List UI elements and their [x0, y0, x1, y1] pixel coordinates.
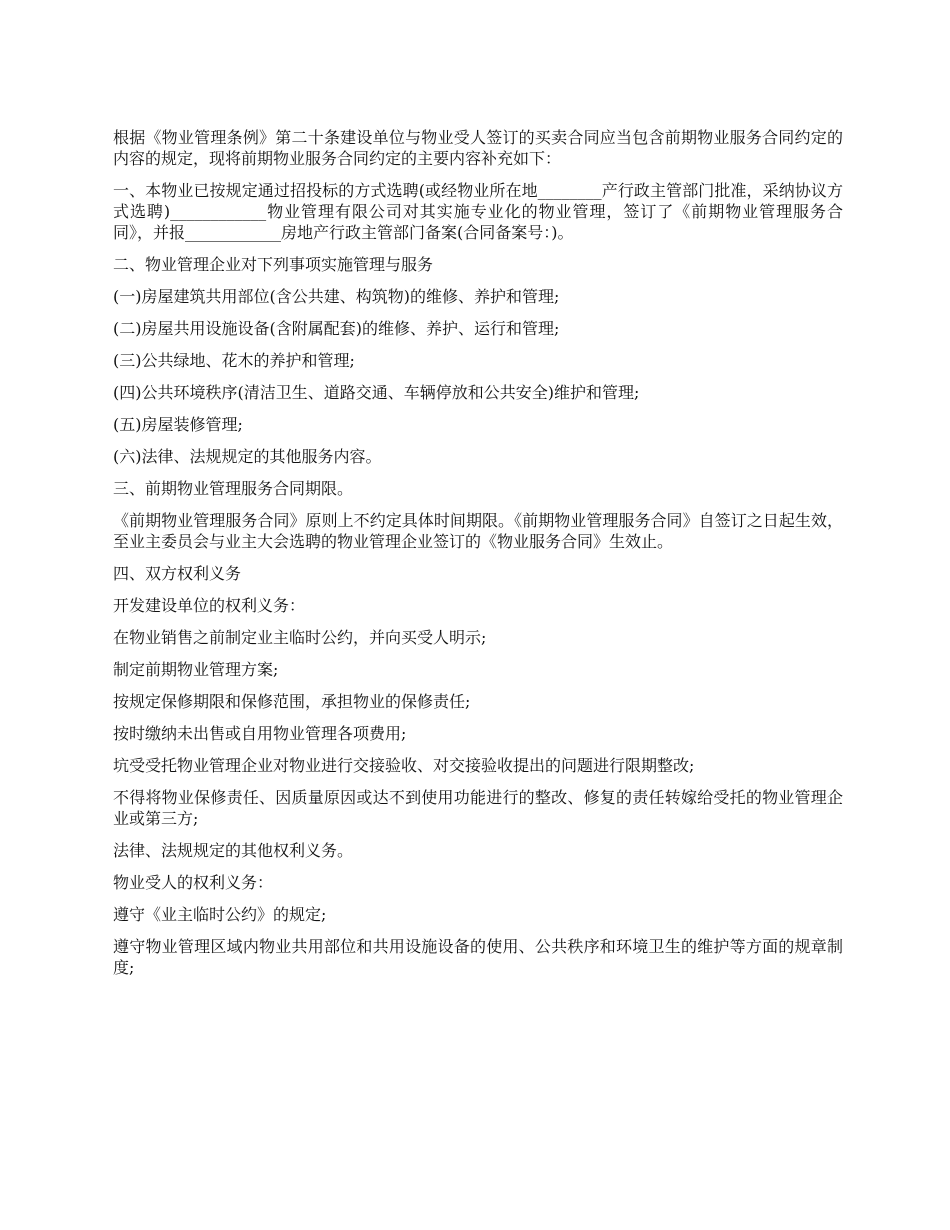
list-item: (六)法律、法规规定的其他服务内容。	[113, 447, 382, 466]
list-item: 法律、法规规定的其他权利义务。	[113, 841, 354, 860]
section-3-heading: 三、前期物业管理服务合同期限。	[113, 479, 354, 498]
list-item: 遵守物业管理区域内物业共用部位和共用设施设备的使用、公共秩序和环境卫生的维护等方面的规章制度;	[113, 937, 843, 977]
list-item: (四)公共环境秩序(清洁卫生、道路交通、车辆停放和公共安全)维护和管理;	[113, 383, 640, 402]
section-2-heading: 二、物业管理企业对下列事项实施管理与服务	[113, 255, 434, 274]
section-3-paragraph: 《前期物业管理服务合同》原则上不约定具体时间期限。《前期物业管理服务合同》自签订之日起生效，至业主委员会与业主大会选聘的物业管理企业签订的《物业服务合同》生效止。	[113, 511, 843, 551]
list-item: (五)房屋装修管理;	[113, 415, 243, 434]
list-item: 按规定保修期限和保修范围，承担物业的保修责任;	[113, 692, 471, 711]
list-item: 按时缴纳未出售或自用物业管理各项费用;	[113, 724, 407, 743]
list-item: (二)房屋共用设施设备(含附属配套)的维修、养护、运行和管理;	[113, 319, 560, 338]
list-item: 在物业销售之前制定业主临时公约，并向买受人明示;	[113, 628, 487, 647]
developer-duties-heading: 开发建设单位的权利义务：	[113, 596, 306, 615]
intro-paragraph: 根据《物业管理条例》第二十条建设单位与物业受人签订的买卖合同应当包含前期物业服务合同约定的内容的规定，现将前期物业服务合同约定的主要内容补充如下：	[113, 128, 843, 168]
section-4-heading: 四、双方权利义务	[113, 564, 242, 583]
list-item: (三)公共绿地、花木的养护和管理;	[113, 351, 355, 370]
list-item: 不得将物业保修责任、因质量原因或达不到使用功能进行的整改、修复的责任转嫁给受托的物业管理企业或第三方;	[113, 788, 843, 828]
document-body	[113, 127, 843, 989]
section-1-paragraph: 一、本物业已按规定通过招投标的方式选聘(或经物业所在地________产行政主管部门批准，采纳协议方式选聘)____________物业管理有限公司对其实施专业化的物业管理，签订了《前期物业管理服务合同》，并报____________房地产行政主管部门备案(合同备案号：)。	[113, 181, 843, 242]
list-item: 坑受受托物业管理企业对物业进行交接验收、对交接验收提出的问题进行限期整改;	[113, 756, 695, 775]
list-item: (一)房屋建筑共用部位(含公共建、构筑物)的维修、养护和管理;	[113, 287, 560, 306]
buyer-duties-heading: 物业受人的权利义务：	[113, 873, 274, 892]
list-item: 遵守《业主临时公约》的规定;	[113, 905, 327, 924]
list-item: 制定前期物业管理方案;	[113, 660, 279, 679]
